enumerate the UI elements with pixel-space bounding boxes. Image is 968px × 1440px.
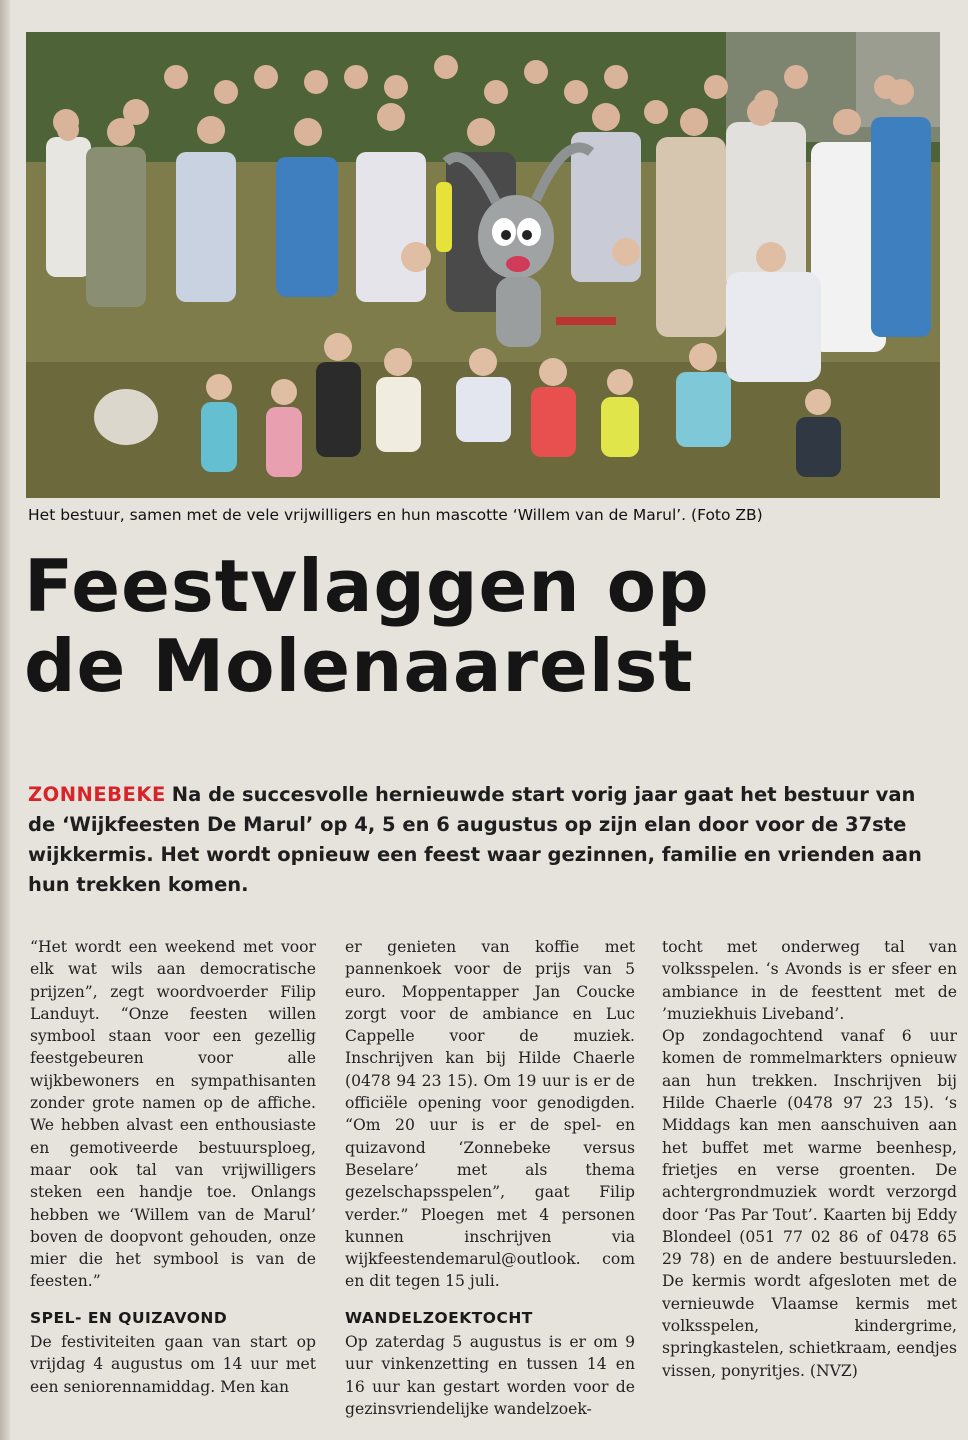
body-paragraph: er genieten van koffie met pannenkoek voor de prijs van 5 euro. Moppentapper Jan Coucke zorgt voor de ambiance en Luc Cappelle voor de muziek. Inschrijven kan bij Hilde Chaerle (0478 94 23 15). Om 19 uur is er de officiële opening voor genodigden. “Om 20 uur is er de spel- en quizavond ‘Zonnebeke versus Beselare’ met als thema gezelschapsspelen”, gaat Filip verder.” Ploegen met 4 personen kunnen inschrijven via wijkfeestendemarul@outlook. com en dit tegen 15 juli. <box>345 938 635 1291</box>
group-photo-icon <box>26 32 940 498</box>
article-column-1 <box>30 936 316 1398</box>
article-column-3 <box>662 936 957 1382</box>
body-paragraph: Op zaterdag 5 augustus is er om 9 uur vinkenzetting en tussen 14 en 16 uur kan gestart worden voor de gezinsvriendelijke wandelzoek- <box>345 1333 635 1418</box>
body-paragraph: De festiviteiten gaan van start op vrijdag 4 augustus om 14 uur met een seniorennamiddag. Men kan <box>30 1333 316 1396</box>
photo-caption: Het bestuur, samen met de vele vrijwilligers en hun mascotte ‘Willem van de Marul’. (Foto ZB) <box>28 506 763 524</box>
lead-paragraph <box>28 780 940 900</box>
article-column-2 <box>345 936 635 1420</box>
group-photo <box>26 32 940 498</box>
subheading-walk: WANDELZOEKTOCHT <box>345 1308 533 1327</box>
headline-line-1: Feestvlaggen op <box>24 544 710 628</box>
headline <box>24 546 944 706</box>
lead-text: Na de succesvolle hernieuwde start vorig jaar gaat het bestuur van de ‘Wijkfeesten De Marul’ op 4, 5 en 6 augustus op zijn elan door voor de 37ste wijkkermis. Het wordt opnieuw een feest waar gezinnen, familie en vrienden aan hun trekken komen. <box>28 783 922 896</box>
subheading-quiz: SPEL- EN QUIZAVOND <box>30 1308 228 1327</box>
dog-icon <box>94 389 158 445</box>
body-paragraph: tocht met onderweg tal van volksspelen. ‘s Avonds is er sfeer en ambiance in de feesttent met de ’muziekhuis Liveband’. <box>662 938 957 1023</box>
page-edge <box>0 0 10 1440</box>
headline-line-2: de Molenaarelst <box>24 624 694 708</box>
body-paragraph: “Het wordt een weekend met voor elk wat wils aan democratische prijzen”, zegt woordvoerder Filip Landuyt. “Onze feesten willen symbool staan voor een gezellig feestgebeuren voor alle wijkbewoners en sympathisanten zonder grote namen op de affiche. We hebben alvast een enthousiaste en gemotiveerde bestuursploeg, maar ook tal van vrijwilligers steken een handje toe. Onlangs hebben we ‘Willem van de Marul’ boven de doopvont gehouden, onze mier die het symbool is van de feesten.” <box>30 938 316 1291</box>
body-paragraph: Op zondagochtend vanaf 6 uur komen de rommelmarkters opnieuw aan hun trekken. Inschrijven bij Hilde Chaerle (0478 97 23 15). ‘s Middags kan men aanschuiven aan het buffet met warme beenhesp, frietjes en verse groenten. De achtergrondmuziek wordt verzorgd door ‘Pas Par Tout’. Kaarten bij Eddy Blondeel (051 77 02 86 of 0478 65 29 78) en de andere bestuursleden. De kermis wordt afgesloten met de vernieuwde Vlaamse kermis met volksspelen, kindergrime, springkastelen, schietkraam, eendjes vissen, ponyritjes. (NVZ) <box>662 1027 957 1380</box>
dateline-place: ZONNEBEKE <box>28 783 166 806</box>
